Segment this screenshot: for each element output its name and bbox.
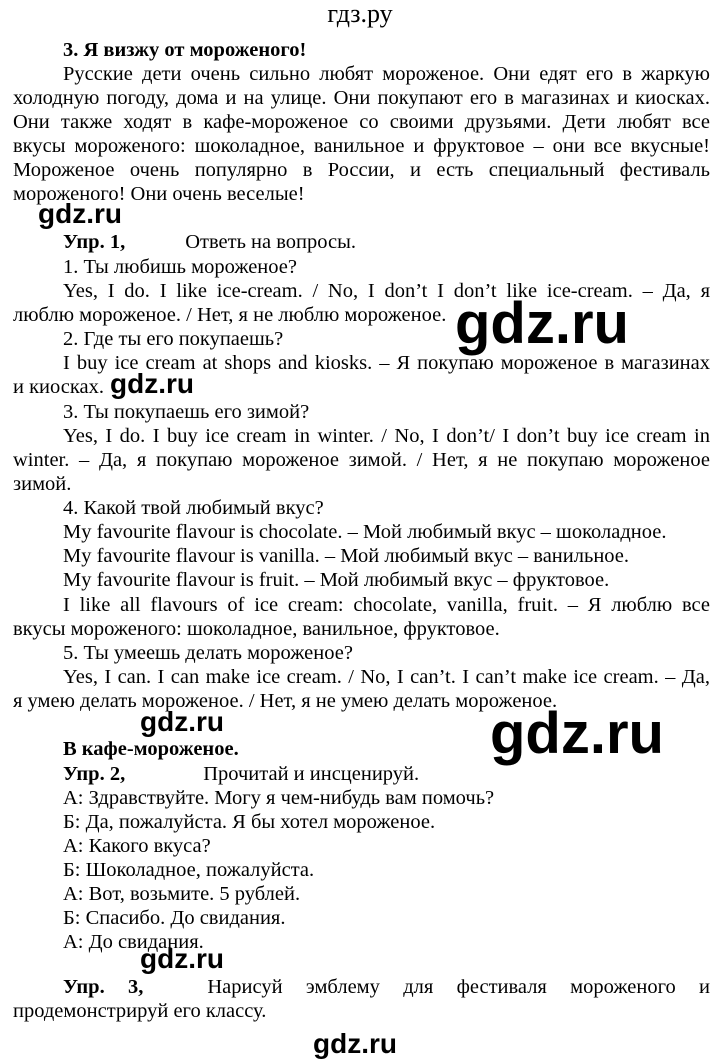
- qa-line: My favourite flavour is vanilla. – Мой любимый вкус – ванильное.: [63, 545, 630, 567]
- dialogue-line: А: Какого вкуса?: [63, 835, 211, 857]
- qa-line: I buy ice cream at shops and kiosks. – Я покупаю мороженое в магазинах: [63, 352, 710, 374]
- exercise-3-line: [63, 975, 710, 999]
- qa-line: 1. Ты любишь мороженое?: [63, 256, 297, 278]
- intro-line: вкусы мороженого: шоколадное, ванильное и фруктовое – они все вкусные!: [13, 135, 710, 157]
- intro-line: холодную погоду, дома и на улице. Они покупают его в магазинах и киосках.: [13, 87, 710, 109]
- intro-line: мороженого! Они очень веселые!: [13, 183, 305, 205]
- cafe-title: В кафе-мороженое.: [63, 738, 239, 760]
- qa-line: зимой.: [13, 473, 72, 495]
- qa-line: 4. Какой твой любимый вкус?: [63, 497, 324, 519]
- dialogue-line: А: Здравствуйте. Могу я чем-нибудь вам помочь?: [63, 787, 495, 809]
- exercise-1-instruction: Ответь на вопросы.: [185, 231, 357, 253]
- watermark: gdz.ru: [490, 701, 664, 766]
- exercise-2-label: Упр. 2,: [63, 763, 126, 785]
- watermark: gdz.ru: [140, 943, 224, 974]
- dialogue-line: Б: Шоколадное, пожалуйста.: [63, 859, 315, 881]
- intro-line: Они также ходят в кафе-мороженое со своими друзьями. Дети любят все: [13, 111, 710, 133]
- intro-line: Русские дети очень сильно любят мороженое. Они едят его в жаркую: [63, 63, 710, 85]
- exercise-2-heading: [63, 762, 720, 786]
- qa-line: 2. Где ты его покупаешь?: [63, 328, 284, 350]
- watermark: gdz.ru: [313, 1028, 397, 1059]
- dialogue-line: А: Вот, возьмите. 5 рублей.: [63, 883, 301, 905]
- qa-line: Yes, I do. I like ice-cream. / No, I don’t I don’t like ice-cream. – Да, я: [63, 280, 710, 302]
- intro-line: Мороженое очень популярно в России, и есть специальный фестиваль: [13, 159, 710, 181]
- dialogue-line: А: До свидания.: [63, 931, 204, 953]
- qa-line: и киосках.: [13, 376, 105, 398]
- qa-line: My favourite flavour is fruit. – Мой любимый вкус – фруктовое.: [63, 569, 610, 591]
- watermark: gdz.ru: [110, 368, 194, 399]
- exercise-3-line: продемонстрируй его классу.: [13, 1000, 267, 1022]
- exercise-1-label: Упр. 1,: [63, 231, 126, 253]
- site-header: гдз.ру: [327, 0, 393, 28]
- qa-line: 5. Ты умеешь делать мороженое?: [63, 642, 353, 664]
- qa-line: winter. – Да, я покупаю мороженое зимой. / Нет, я не покупаю мороженое: [13, 449, 710, 471]
- watermark: gdz.ru: [140, 706, 224, 737]
- watermark: gdz.ru: [38, 198, 122, 229]
- section-title: 3. Я визжу от мороженого!: [63, 39, 307, 61]
- exercise-1-heading: [63, 230, 720, 254]
- qa-line: I like all flavours of ice cream: chocolate, vanilla, fruit. – Я люблю все: [63, 594, 710, 616]
- exercise-2-instruction: Прочитай и инсценируй.: [203, 763, 420, 785]
- qa-line: My favourite flavour is chocolate. – Мой любимый вкус – шоколадное.: [63, 521, 667, 543]
- qa-line: я умею делать мороженое. / Нет, я не умею делать мороженое.: [13, 690, 558, 712]
- exercise-3-label: Упр. 3,: [63, 976, 144, 998]
- exercise-3-text: Нарисуй эмблему для фестиваля мороженого и: [207, 976, 710, 998]
- dialogue-line: Б: Спасибо. До свидания.: [63, 907, 286, 929]
- qa-line: Yes, I can. I can make ice cream. / No, I can’t. I can’t make ice cream. – Да,: [63, 666, 710, 688]
- watermark: gdz.ru: [455, 291, 629, 356]
- qa-line: люблю мороженое. / Нет, я не люблю мороженое.: [13, 304, 447, 326]
- qa-line: Yes, I do. I buy ice cream in winter. / No, I don’t/ I don’t buy ice cream in: [63, 425, 710, 447]
- qa-line: вкусы мороженого: шоколадное, ванильное, фруктовое.: [13, 618, 500, 640]
- qa-line: 3. Ты покупаешь его зимой?: [63, 401, 310, 423]
- dialogue-line: Б: Да, пожалуйста. Я бы хотел мороженое.: [63, 811, 436, 833]
